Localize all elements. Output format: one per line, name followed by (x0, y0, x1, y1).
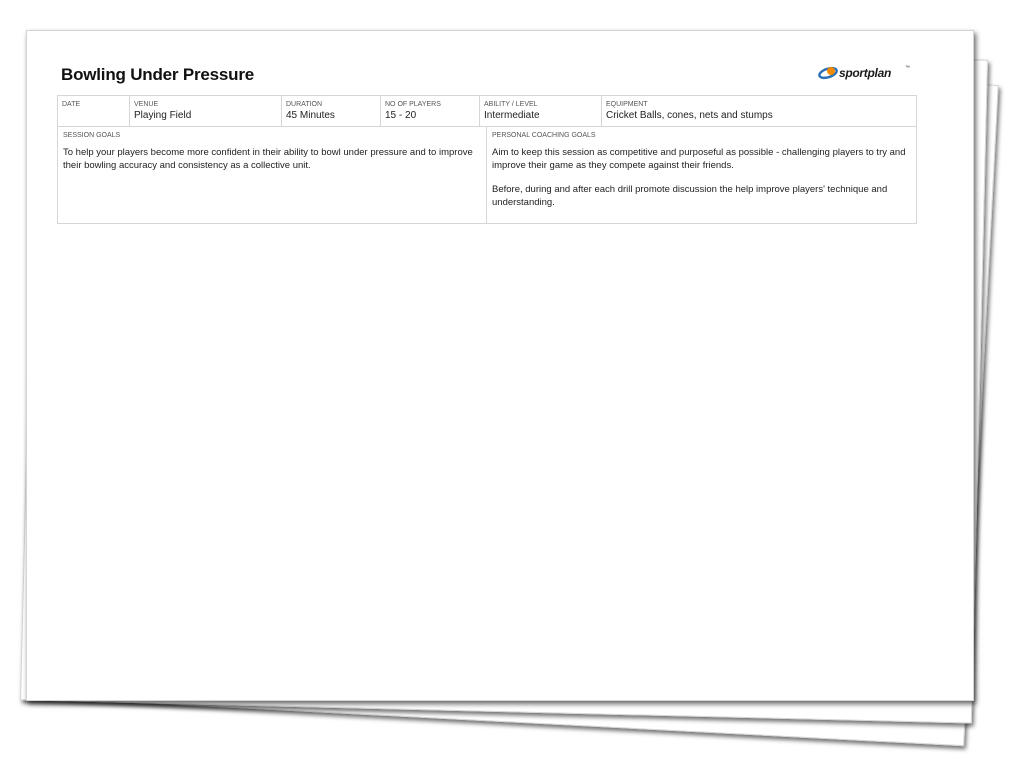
ability-label: ABILITY / LEVEL (484, 101, 538, 108)
equipment-cell (602, 96, 916, 126)
session-goals-text: To help your players become more confident in their ability to bowl under pressure and to improve their bowling accuracy and consistency as a collective unit. (63, 147, 473, 171)
date-label: DATE (62, 101, 81, 108)
goals-row (58, 127, 916, 223)
session-goals-label: SESSION GOALS (63, 132, 121, 139)
duration-value: 45 Minutes (286, 110, 335, 121)
venue-cell (130, 96, 282, 126)
logo-trademark: ™ (905, 65, 910, 71)
coaching-goals-label: PERSONAL COACHING GOALS (492, 132, 596, 139)
sportplan-logo (817, 63, 917, 85)
venue-value: Playing Field (134, 110, 192, 121)
players-label: NO OF PLAYERS (385, 101, 441, 108)
coaching-goals-text-2: Before, during and after each drill promote discussion the help improve players' technique and understanding. (492, 184, 888, 208)
equipment-label: EQUIPMENT (606, 101, 648, 108)
details-row (58, 96, 916, 127)
coaching-goals-text-1: Aim to keep this session as competitive and purposeful as possible - challenging players to try and improve their game as they compete against their friends. (492, 147, 906, 171)
logo-wordmark: sportplan (839, 66, 891, 80)
venue-label: VENUE (134, 101, 159, 108)
duration-cell (282, 96, 381, 126)
session-plan-sheet (26, 30, 974, 701)
ability-value: Intermediate (484, 110, 540, 121)
session-details-table (57, 95, 917, 224)
equipment-value: Cricket Balls, cones, nets and stumps (606, 110, 773, 121)
players-cell (381, 96, 480, 126)
sportplan-swoosh-icon (817, 63, 841, 83)
ability-cell (480, 96, 602, 126)
session-title: Bowling Under Pressure (61, 65, 255, 84)
coaching-goals-cell (487, 127, 916, 223)
duration-label: DURATION (286, 101, 323, 108)
players-value: 15 - 20 (385, 110, 417, 121)
date-cell (58, 96, 130, 126)
session-goals-cell (58, 127, 487, 223)
